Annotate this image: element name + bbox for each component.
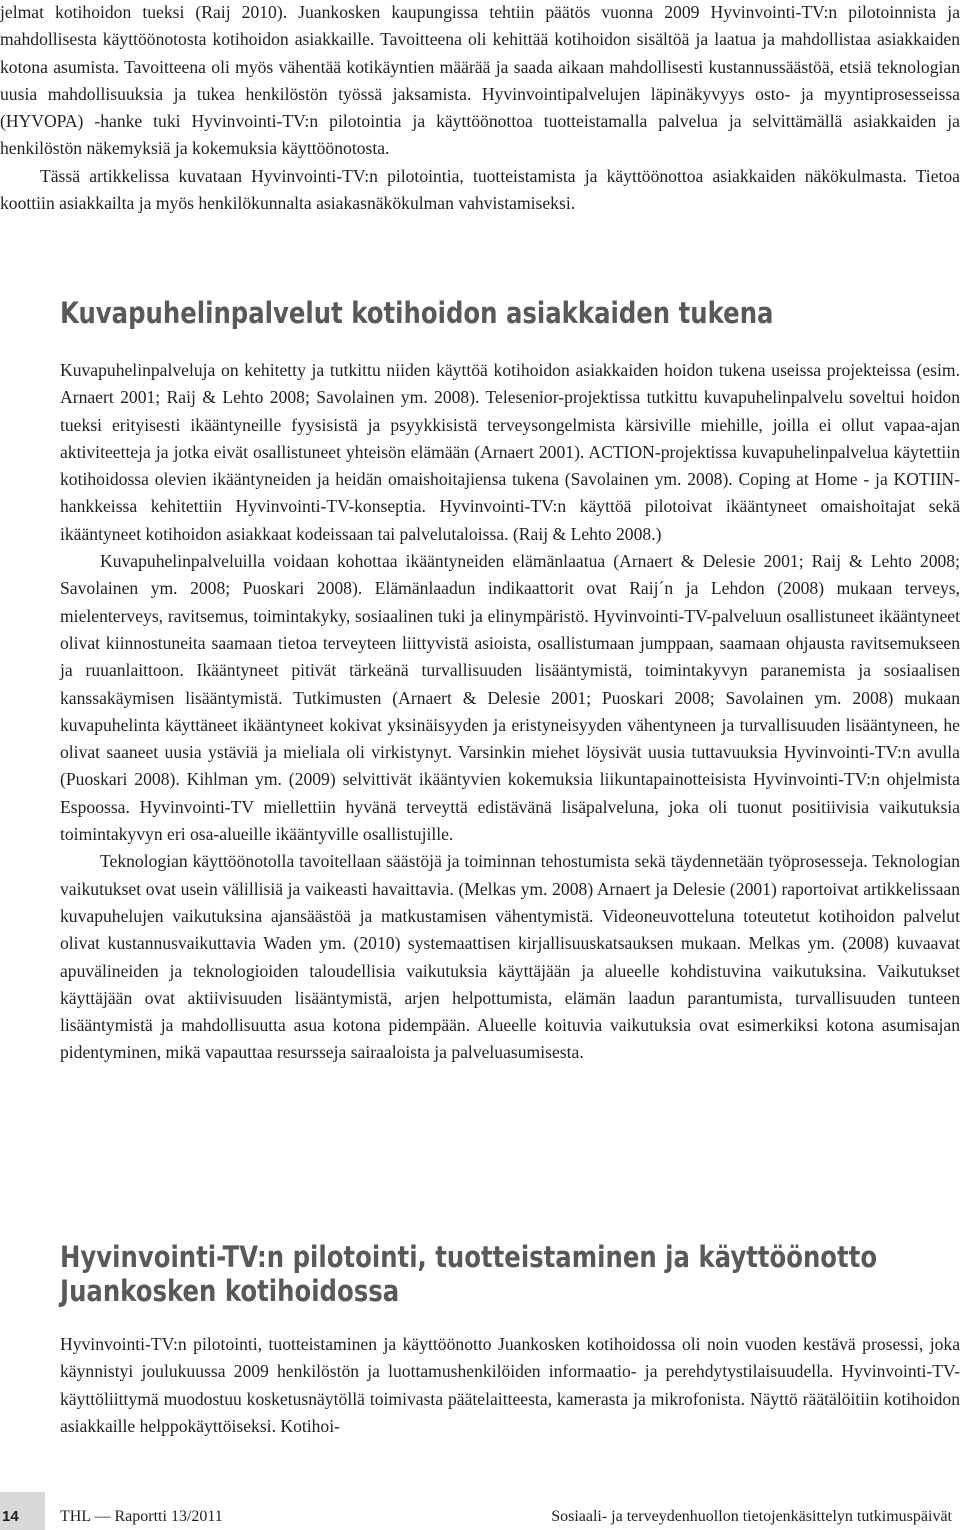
- page-number: 14: [2, 1508, 19, 1525]
- heading-line: Hyvinvointi-TV:n pilotointi, tuotteistaminen ja käyttöönotto: [60, 1240, 878, 1274]
- paragraph: Teknologian käyttöönotolla tavoitellaan säästöjä ja toiminnan tehostumista sekä täydennetään työprosesseja. Teknologian vaikutukset ovat usein välillisiä ja vaikeasti havaittavia. (Melkas ym. 2008) Arnaert ja Delesie (2001) raportoivat artikkelissaan kuvapuhelujen vaikutuksina ajansäästöä ja matkustamisen vähentymistä. Videoneuvotteluna toteutetut kotihoidon palvelut olivat kustannusvaikuttavia Waden ym. (2010) systemaattisen kirjallisuuskatsauksen mukaan. Melkas ym. (2008) kuvaavat apuvälineiden ja teknologioiden taloudellisia vaikutuksia käyttäjään ja alueelle kohdistuvina vaikutuksina. Vaikutukset käyttäjään ovat aktiivisuuden lisääntymistä, arjen helpottumista, elämän laadun parantumista, turvallisuuden tunteen lisääntymistä ja mahdollisuutta asua kotona pidempään. Alueelle koituvia vaikutuksia ovat esimerkiksi kotona asumisajan pidentyminen, mikä vapauttaa resursseja sairaaloista ja palveluasumisesta.: [60, 851, 960, 1063]
- intro-text-block: [0, 0, 960, 217]
- section-text-block: [60, 357, 960, 1067]
- paragraph: Kuvapuhelinpalveluja on kehitetty ja tutkittu niiden käyttöä kotihoidon asiakkaiden hoidon tukena useissa projekteissa (esim. Arnaert 2001; Raij & Lehto 2008; Savolainen ym. 2008). Telesenior-projektissa tutkittu kuvapuhelinpalvelu soveltui hoidon tueksi erityisesti ikääntyneille fyysisistä ja psyykkisistä terveysongelmista kärsiville miehille, joilla ei ollut vapaa-ajan aktiviteetteja ja jotka eivät osallistuneet yhteisön elämään (Arnaert 2001). ACTION-projektissa kuvapuhelinpalvelua käytettiin kotihoidossa olevien ikääntyneiden ja heidän omaishoitajiensa tukena (Savolainen ym. 2008). Coping at Home - ja KOTIIN-hankkeissa kehitettiin Hyvinvointi-TV-konseptia. Hyvinvointi-TV:n käyttöä pilotoivat ikääntyneet omaishoitajat sekä ikääntyneet kotihoidon asiakkaat kodeissaan tai palvelutaloissa. (Raij & Lehto 2008.): [60, 360, 960, 544]
- heading-line: Juankosken kotihoidossa: [60, 1274, 400, 1308]
- publication-title: Sosiaali- ja terveydenhuollon tietojenkäsittelyn tutkimuspäivät: [551, 1508, 952, 1525]
- section-heading: Kuvapuhelinpalvelut kotihoidon asiakkaiden tukena: [60, 296, 774, 330]
- paragraph: Tässä artikkelissa kuvataan Hyvinvointi-TV:n pilotointia, tuotteistamista ja käyttöönottoa asiakkaiden näkökulmasta. Tietoa koottiin asiakkailta ja myös henkilökunnalta asiakasnäkökulman vahvistamiseksi.: [0, 165, 960, 214]
- section-heading: [60, 1240, 878, 1308]
- report-title: THL — Raportti 13/2011: [60, 1508, 223, 1525]
- paragraph: Kuvapuhelinpalveluilla voidaan kohottaa ikääntyneiden elämänlaatua (Arnaert & Delesie 2001; Raij & Lehto 2008; Savolainen ym. 2008; Puoskari 2008). Elämänlaadun indikaattorit ovat Raij´n ja Lehdon (2008) mukaan terveys, mielenterveys, ravitsemus, toimintakyky, sosiaalinen tuki ja elinympäristö. Hyvinvointi-TV-palveluun osallistuneet ikääntyneet olivat kiinnostuneita saamaan tietoa terveyteen liittyvistä asioista, osallistumaan jumppaan, saamaan ohjausta ravitsemukseen ja ruuanlaittoon. Ikääntyneet pitivät tärkeänä turvallisuuden lisääntymistä, toimintakyvyn paranemista ja sosiaalisen kanssakäymisen lisääntymistä. Tutkimusten (Arnaert & Delesie 2001; Puoskari 2008; Savolainen ym. 2008) mukaan kuvapuhelinta käyttäneet ikääntyneet kokivat yksinäisyyden ja eristyneisyyden vähentyneen ja turvallisuuden lisääntyneen, he olivat saaneet uusia ystäviä ja mieliala oli virkistynyt. Varsinkin miehet löysivät uusia tuttavuuksia Hyvinvointi-TV:n avulla (Puoskari 2008). Kihlman ym. (2009) selvittivät ikääntyvien kokemuksia liikuntapainotteisista Hyvinvointi-TV:n ohjelmista Espoossa. Hyvinvointi-TV miellettiin hyvänä terveyttä edistävänä lisäpalveluna, joka oli tuonut positiivisia vaikutuksia toimintakyvyn eri osa-alueille ikääntyville osallistujille.: [60, 551, 960, 845]
- paragraph: Hyvinvointi-TV:n pilotointi, tuotteistaminen ja käyttöönotto Juankosken kotihoidossa oli noin vuoden kestävä prosessi, joka käynnistyi joulukuussa 2009 henkilöstön ja luottamushenkilöiden informaatio- ja perehdytystilaisuudella. Hyvinvointi-TV-käyttöliittymä muodostuu kosketusnäytöllä toimivasta päätelaitteesta, kamerasta ja mikrofonista. Näyttö räätälöitiin kotihoidon asiakkaille helppokäyttöiseksi. Kotihoi-: [60, 1334, 960, 1436]
- paragraph: jelmat kotihoidon tueksi (Raij 2010). Juankosken kaupungissa tehtiin päätös vuonna 2009 Hyvinvointi-TV:n pilotoinnista ja mahdollisesta käyttöönotosta kotihoidon asiakkaille. Tavoitteena oli kehittää kotihoidon sisältöä ja laatua ja mahdollistaa asiakkaiden kotona asumista. Tavoitteena oli myös vähentää kotikäyntien määrää ja saada aikaan mahdollisesti kustannussäästöä, etsiä teknologian uusia mahdollisuuksia ja tukea henkilöstön työssä jaksamista. Hyvinvointipalvelujen läpinäkyvyys osto- ja myyntiprosesseissa (HYVOPA) -hanke tuki Hyvinvointi-TV:n pilotointia ja käyttöönottoa tuotteistamalla palvelua ja selvittämällä asiakkaiden ja henkilöstön näkemyksiä ja kokemuksia käyttöönotosta.: [0, 2, 960, 159]
- section-text-block: [60, 1331, 960, 1440]
